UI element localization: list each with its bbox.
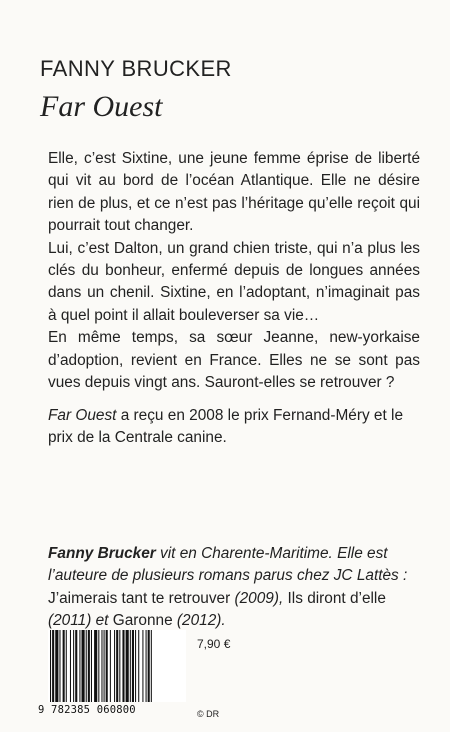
barcode-bar <box>138 630 139 702</box>
barcode-bar <box>110 630 111 702</box>
barcode-bar <box>66 630 67 702</box>
photo-copyright: © DR <box>197 709 220 719</box>
barcode-icon <box>48 630 186 702</box>
bio-book-title: Garonne <box>112 612 173 630</box>
barcode-bar <box>88 630 90 702</box>
barcode-bar <box>114 630 115 702</box>
author-name: FANNY BRUCKER <box>40 56 232 81</box>
author-bio <box>48 543 428 633</box>
barcode-bar <box>59 630 60 702</box>
bio-year: (2011) et <box>48 612 113 630</box>
prize-book-title: Far Ouest <box>48 407 117 424</box>
price: 7,90 € <box>197 637 231 651</box>
barcode-bar <box>130 630 131 702</box>
blurb <box>48 148 420 394</box>
prize-note <box>48 405 420 450</box>
barcode-bar <box>126 630 129 702</box>
barcode-bar <box>132 630 134 702</box>
blurb-paragraph: Lui, c’est Dalton, un grand chien triste, qui n’a plus les clés du bonheur, enfermé depuis de longues années dans un chenil. Sixtine, en l’adoptant, n’imaginait pas à quel point il allait bouleverser sa vie… <box>48 239 420 324</box>
prize-text: a reçu en 2008 le prix Fernand-Méry et le prix de la Centrale canine. <box>48 407 404 447</box>
barcode-bar <box>63 630 65 702</box>
barcode-bar <box>119 630 120 702</box>
barcode-bar <box>146 630 147 702</box>
isbn-barcode-block <box>38 630 188 720</box>
barcode-bar <box>86 630 87 702</box>
barcode-bar <box>91 630 92 702</box>
isbn-number: 9 782385 060800 <box>38 704 136 716</box>
book-title: Far Ouest <box>40 90 163 123</box>
barcode-bar <box>122 630 124 702</box>
barcode-bar <box>104 630 105 702</box>
barcode-bar <box>148 630 150 702</box>
barcode-bar <box>142 630 143 702</box>
barcode-bar <box>73 630 74 702</box>
blurb-paragraph: Elle, c’est Sixtine, une jeune femme éprise de liberté qui vit au bord de l’océan Atlantique. Elle ne désire rien de plus, et ce n’est pas l’héritage qu’elle reçoit qui pourrait tout changer. <box>48 150 420 235</box>
barcode-bar <box>50 630 51 702</box>
barcode-bar <box>94 630 97 702</box>
bio-year: (2012). <box>172 612 226 630</box>
barcode-bar <box>101 630 102 702</box>
barcode-bar <box>79 630 80 702</box>
bio-author-name: Fanny Brucker <box>48 545 156 562</box>
barcode-bar <box>116 630 118 702</box>
barcode-bar <box>151 630 152 702</box>
bio-year: (2009), <box>230 589 288 607</box>
bio-book-title: J’aimerais tant te retrouver <box>48 589 231 607</box>
barcode-bar <box>135 630 136 702</box>
barcode-bar <box>70 630 71 702</box>
barcode-bar <box>52 630 54 702</box>
barcode-bar <box>75 630 77 702</box>
barcode-bar <box>55 630 58 702</box>
bio-text: vit en Charente-Maritime. Elle est l’auteure de plusieurs romans parus chez JC Lattès : <box>48 545 408 585</box>
barcode-bar <box>98 630 99 702</box>
barcode-bar <box>106 630 108 702</box>
blurb-paragraph: En même temps, sa sœur Jeanne, new-yorkaise d’adoption, revient en France. Elles ne se sont pas vues depuis vingt ans. Sauront-elles se retrouver ? <box>48 329 420 392</box>
barcode-bar <box>82 630 85 702</box>
bio-book-title: Ils diront d’elle <box>287 589 386 607</box>
